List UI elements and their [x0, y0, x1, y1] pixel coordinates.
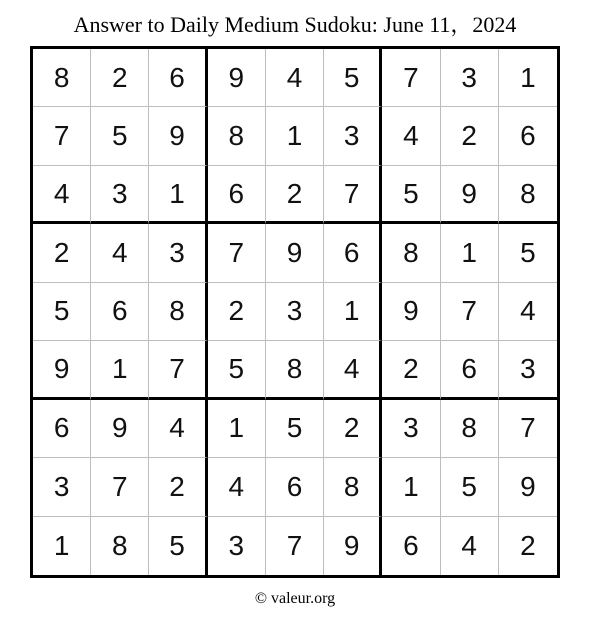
- sudoku-cell-r1-c8: 3: [441, 49, 499, 107]
- sudoku-cell-r4-c2: 4: [91, 224, 149, 282]
- sudoku-cell-r2-c8: 2: [441, 107, 499, 165]
- sudoku-cell-r3-c8: 9: [441, 166, 499, 224]
- sudoku-cell-r4-c7: 8: [382, 224, 440, 282]
- sudoku-cell-r3-c6: 7: [324, 166, 382, 224]
- sudoku-cell-r2-c5: 1: [266, 107, 324, 165]
- sudoku-cell-r7-c9: 7: [499, 400, 557, 458]
- sudoku-cell-r5-c5: 3: [266, 283, 324, 341]
- sudoku-cell-r3-c3: 1: [149, 166, 207, 224]
- sudoku-cell-r9-c2: 8: [91, 517, 149, 575]
- sudoku-board: [30, 46, 560, 578]
- sudoku-cell-r6-c6: 4: [324, 341, 382, 399]
- sudoku-cell-r4-c9: 5: [499, 224, 557, 282]
- sudoku-cell-r7-c4: 1: [208, 400, 266, 458]
- sudoku-cell-r7-c7: 3: [382, 400, 440, 458]
- sudoku-cell-r2-c4: 8: [208, 107, 266, 165]
- sudoku-cell-r7-c6: 2: [324, 400, 382, 458]
- sudoku-cell-r9-c9: 2: [520, 529, 536, 561]
- sudoku-cell-r5-c8: 7: [441, 283, 499, 341]
- sudoku-cell-r4-c3: 3: [149, 224, 207, 282]
- sudoku-cell-r8-c6: 8: [324, 458, 382, 516]
- sudoku-cell-r3-c2: 3: [91, 166, 149, 224]
- sudoku-cell-r2-c9: 6: [499, 107, 557, 165]
- sudoku-cell-r4-c8: 1: [441, 224, 499, 282]
- sudoku-cell-r7-c1: 6: [33, 400, 91, 458]
- page-title: Answer to Daily Medium Sudoku: June 11，2024: [73, 12, 517, 37]
- sudoku-cell-r6-c4: 5: [208, 341, 266, 399]
- sudoku-cell-r9-c3: 5: [149, 517, 207, 575]
- sudoku-cell-r6-c3: 7: [149, 341, 207, 399]
- sudoku-cell-r3-c4: 6: [208, 166, 266, 224]
- sudoku-cell-r5-c4: 2: [208, 283, 266, 341]
- sudoku-cell-r9-c6: 9: [324, 517, 382, 575]
- sudoku-cell-r3-c1: 4: [33, 166, 91, 224]
- sudoku-cell-r6-c7: 2: [382, 341, 440, 399]
- sudoku-cell-r8-c9: 9: [499, 458, 557, 516]
- sudoku-cell-r2-c7: 4: [382, 107, 440, 165]
- sudoku-cell-r6-c8: 6: [441, 341, 499, 399]
- sudoku-cell-r9-c1: 1: [33, 517, 91, 575]
- sudoku-cell-r8-c4: 4: [208, 458, 266, 516]
- sudoku-cell-r5-c3: 8: [149, 283, 207, 341]
- sudoku-cell-r1-c4: 9: [208, 49, 266, 107]
- sudoku-cell-r2-c1: 7: [33, 107, 91, 165]
- sudoku-cell-r6-c1: 9: [33, 341, 91, 399]
- sudoku-cell-r1-c6: 5: [324, 49, 382, 107]
- sudoku-cell-r6-c9: 3: [499, 341, 557, 399]
- sudoku-cell-r6-c2: 1: [91, 341, 149, 399]
- sudoku-cell-r1-c2: 2: [91, 49, 149, 107]
- sudoku-cell-r8-c5: 6: [266, 458, 324, 516]
- sudoku-cell-r8-c1: 3: [33, 458, 91, 516]
- sudoku-cell-r5-c6: 1: [324, 283, 382, 341]
- sudoku-cell-r6-c5: 8: [266, 341, 324, 399]
- sudoku-cell-r3-c5: 2: [266, 166, 324, 224]
- sudoku-cell-r4-c1: 2: [33, 224, 91, 282]
- sudoku-cell-r5-c9: 4: [499, 283, 557, 341]
- copyright-footer: © valeur.org: [254, 590, 336, 607]
- sudoku-cell-r9-c4: 3: [208, 517, 266, 575]
- sudoku-cell-r8-c7: 1: [382, 458, 440, 516]
- sudoku-cell-r3-c9: 8: [499, 166, 557, 224]
- sudoku-cell-r8-c2: 7: [91, 458, 149, 516]
- sudoku-cell-r7-c2: 9: [91, 400, 149, 458]
- sudoku-cell-r5-c7: 9: [382, 283, 440, 341]
- sudoku-cell-r9-c8: 4: [441, 517, 499, 575]
- sudoku-cell-r1-c7: 7: [382, 49, 440, 107]
- sudoku-cell-r1-c5: 4: [266, 49, 324, 107]
- sudoku-cell-r1-c1: 8: [33, 49, 91, 107]
- sudoku-cell-r5-c2: 6: [91, 283, 149, 341]
- sudoku-cell-r1-c9: 1: [499, 49, 557, 107]
- sudoku-cell-r1-c3: 6: [149, 49, 207, 107]
- sudoku-cell-r5-c1: 5: [33, 283, 91, 341]
- sudoku-cell-r2-c3: 9: [149, 107, 207, 165]
- sudoku-cell-r9-c7: 6: [382, 517, 440, 575]
- sudoku-cell-r2-c2: 5: [91, 107, 149, 165]
- sudoku-cell-r4-c4: 7: [208, 224, 266, 282]
- sudoku-cell-r4-c6: 6: [324, 224, 382, 282]
- sudoku-cell-r7-c8: 8: [441, 400, 499, 458]
- sudoku-cell-r7-c5: 5: [266, 400, 324, 458]
- sudoku-cell-r9-c5: 7: [266, 517, 324, 575]
- sudoku-cell-r3-c7: 5: [382, 166, 440, 224]
- sudoku-cell-r8-c3: 2: [149, 458, 207, 516]
- sudoku-cell-r4-c5: 9: [266, 224, 324, 282]
- sudoku-cell-r8-c8: 5: [441, 458, 499, 516]
- sudoku-cell-r7-c3: 4: [149, 400, 207, 458]
- sudoku-cell-r2-c6: 3: [324, 107, 382, 165]
